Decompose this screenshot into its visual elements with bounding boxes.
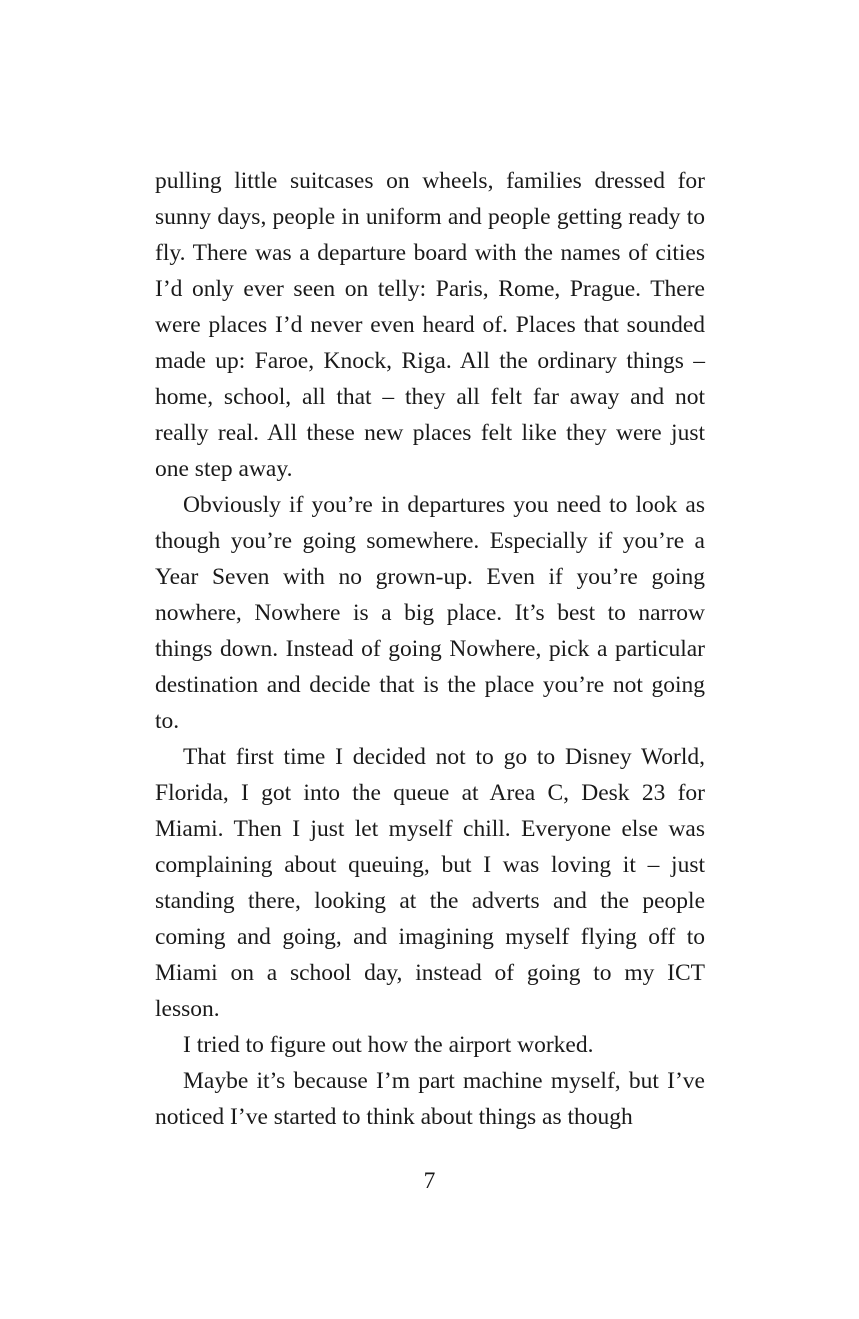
- paragraph-airport: I tried to figure out how the airport worked.: [183, 1032, 594, 1058]
- page-number: 7: [423, 1168, 436, 1194]
- paragraph-disney-world: That first time I decided not to go to Disney World, Florida, I got into the queue at Area C, Desk 23 for Miami. Then I just let myself chill. Everyone else was complaining about queuing, but I was loving it – just standing there, looking at the adverts and the people coming and going, and imagining myself flying off to Miami on a school day, instead of going to my ICT lesson.: [155, 744, 705, 1022]
- paragraph-continued: pulling little suitcases on wheels, families dressed for sunny days, people in uniform and people getting ready to fly. There was a departure board with the names of cities I’d only ever seen on telly: Paris, Rome, Prague. There were places I’d never even heard of. Places that sounded made up: Faroe, Knock, Riga. All the ordinary things – home, school, all that – they all felt far away and not really real. All these new places felt like they were just one step away.: [155, 168, 705, 482]
- paragraph-departures: Obviously if you’re in departures you need to look as though you’re going somewhere. Especially if you’re a Year Seven with no grown-up. Even if you’re going nowhere, Nowhere is a big place. It’s best to narrow things down. Instead of going Nowhere, pick a particular destination and decide that is the place you’re not going to.: [155, 492, 705, 734]
- body-text: [155, 163, 705, 1135]
- paragraph-machine: Maybe it’s because I’m part machine myself, but I’ve noticed I’ve started to think about things as though: [155, 1068, 705, 1130]
